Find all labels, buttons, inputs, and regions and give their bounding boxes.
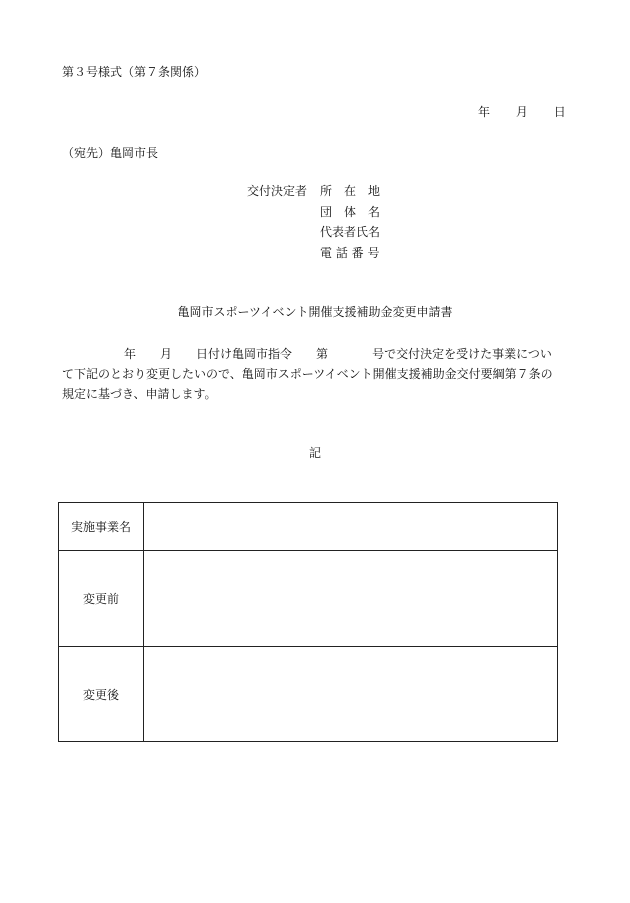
applicant-phone-label: 電 話 番 号 — [320, 246, 380, 260]
table-row-after-change — [59, 647, 558, 742]
addressee: （宛先）亀岡市長 — [62, 146, 159, 160]
date-line — [478, 104, 566, 120]
project-name-value — [144, 503, 558, 551]
body-paragraph — [62, 344, 572, 404]
project-name-label: 実施事業名 — [59, 503, 144, 551]
date-year: 年 — [478, 105, 491, 119]
date-day: 日 — [553, 105, 566, 119]
applicant-organization-label: 団 体 名 — [320, 205, 381, 219]
before-change-label: 変更前 — [59, 551, 144, 647]
applicant-address-label: 所 在 地 — [320, 184, 381, 198]
document-title: 亀岡市スポーツイベント開催支援補助金変更申請書 — [177, 305, 453, 319]
body-dai: 第 — [316, 347, 329, 361]
after-change-label: 変更後 — [59, 647, 144, 742]
body-line-3: 規定に基づき、申請します。 — [62, 387, 217, 401]
body-year: 年 — [124, 347, 137, 361]
applicant-label: 交付決定者 — [247, 184, 308, 198]
table-row-project-name — [59, 503, 558, 551]
body-notice: 号で交付決定を受けた事業につい — [372, 347, 552, 361]
body-line-1 — [62, 344, 572, 364]
change-detail-table — [58, 502, 558, 742]
after-change-value — [144, 647, 558, 742]
table-row-before-change — [59, 551, 558, 647]
body-line-2: て下記のとおり変更したいので、亀岡市スポーツイベント開催支援補助金交付要綱第７条の — [62, 367, 553, 381]
form-number: 第３号様式（第７条関係） — [62, 65, 207, 79]
body-date-directive: 日付け亀岡市指令 — [196, 347, 293, 361]
date-month: 月 — [515, 105, 528, 119]
body-month: 月 — [160, 347, 173, 361]
applicant-representative-label: 代表者氏名 — [320, 225, 381, 239]
ki-heading: 記 — [308, 446, 321, 460]
before-change-value — [144, 551, 558, 647]
